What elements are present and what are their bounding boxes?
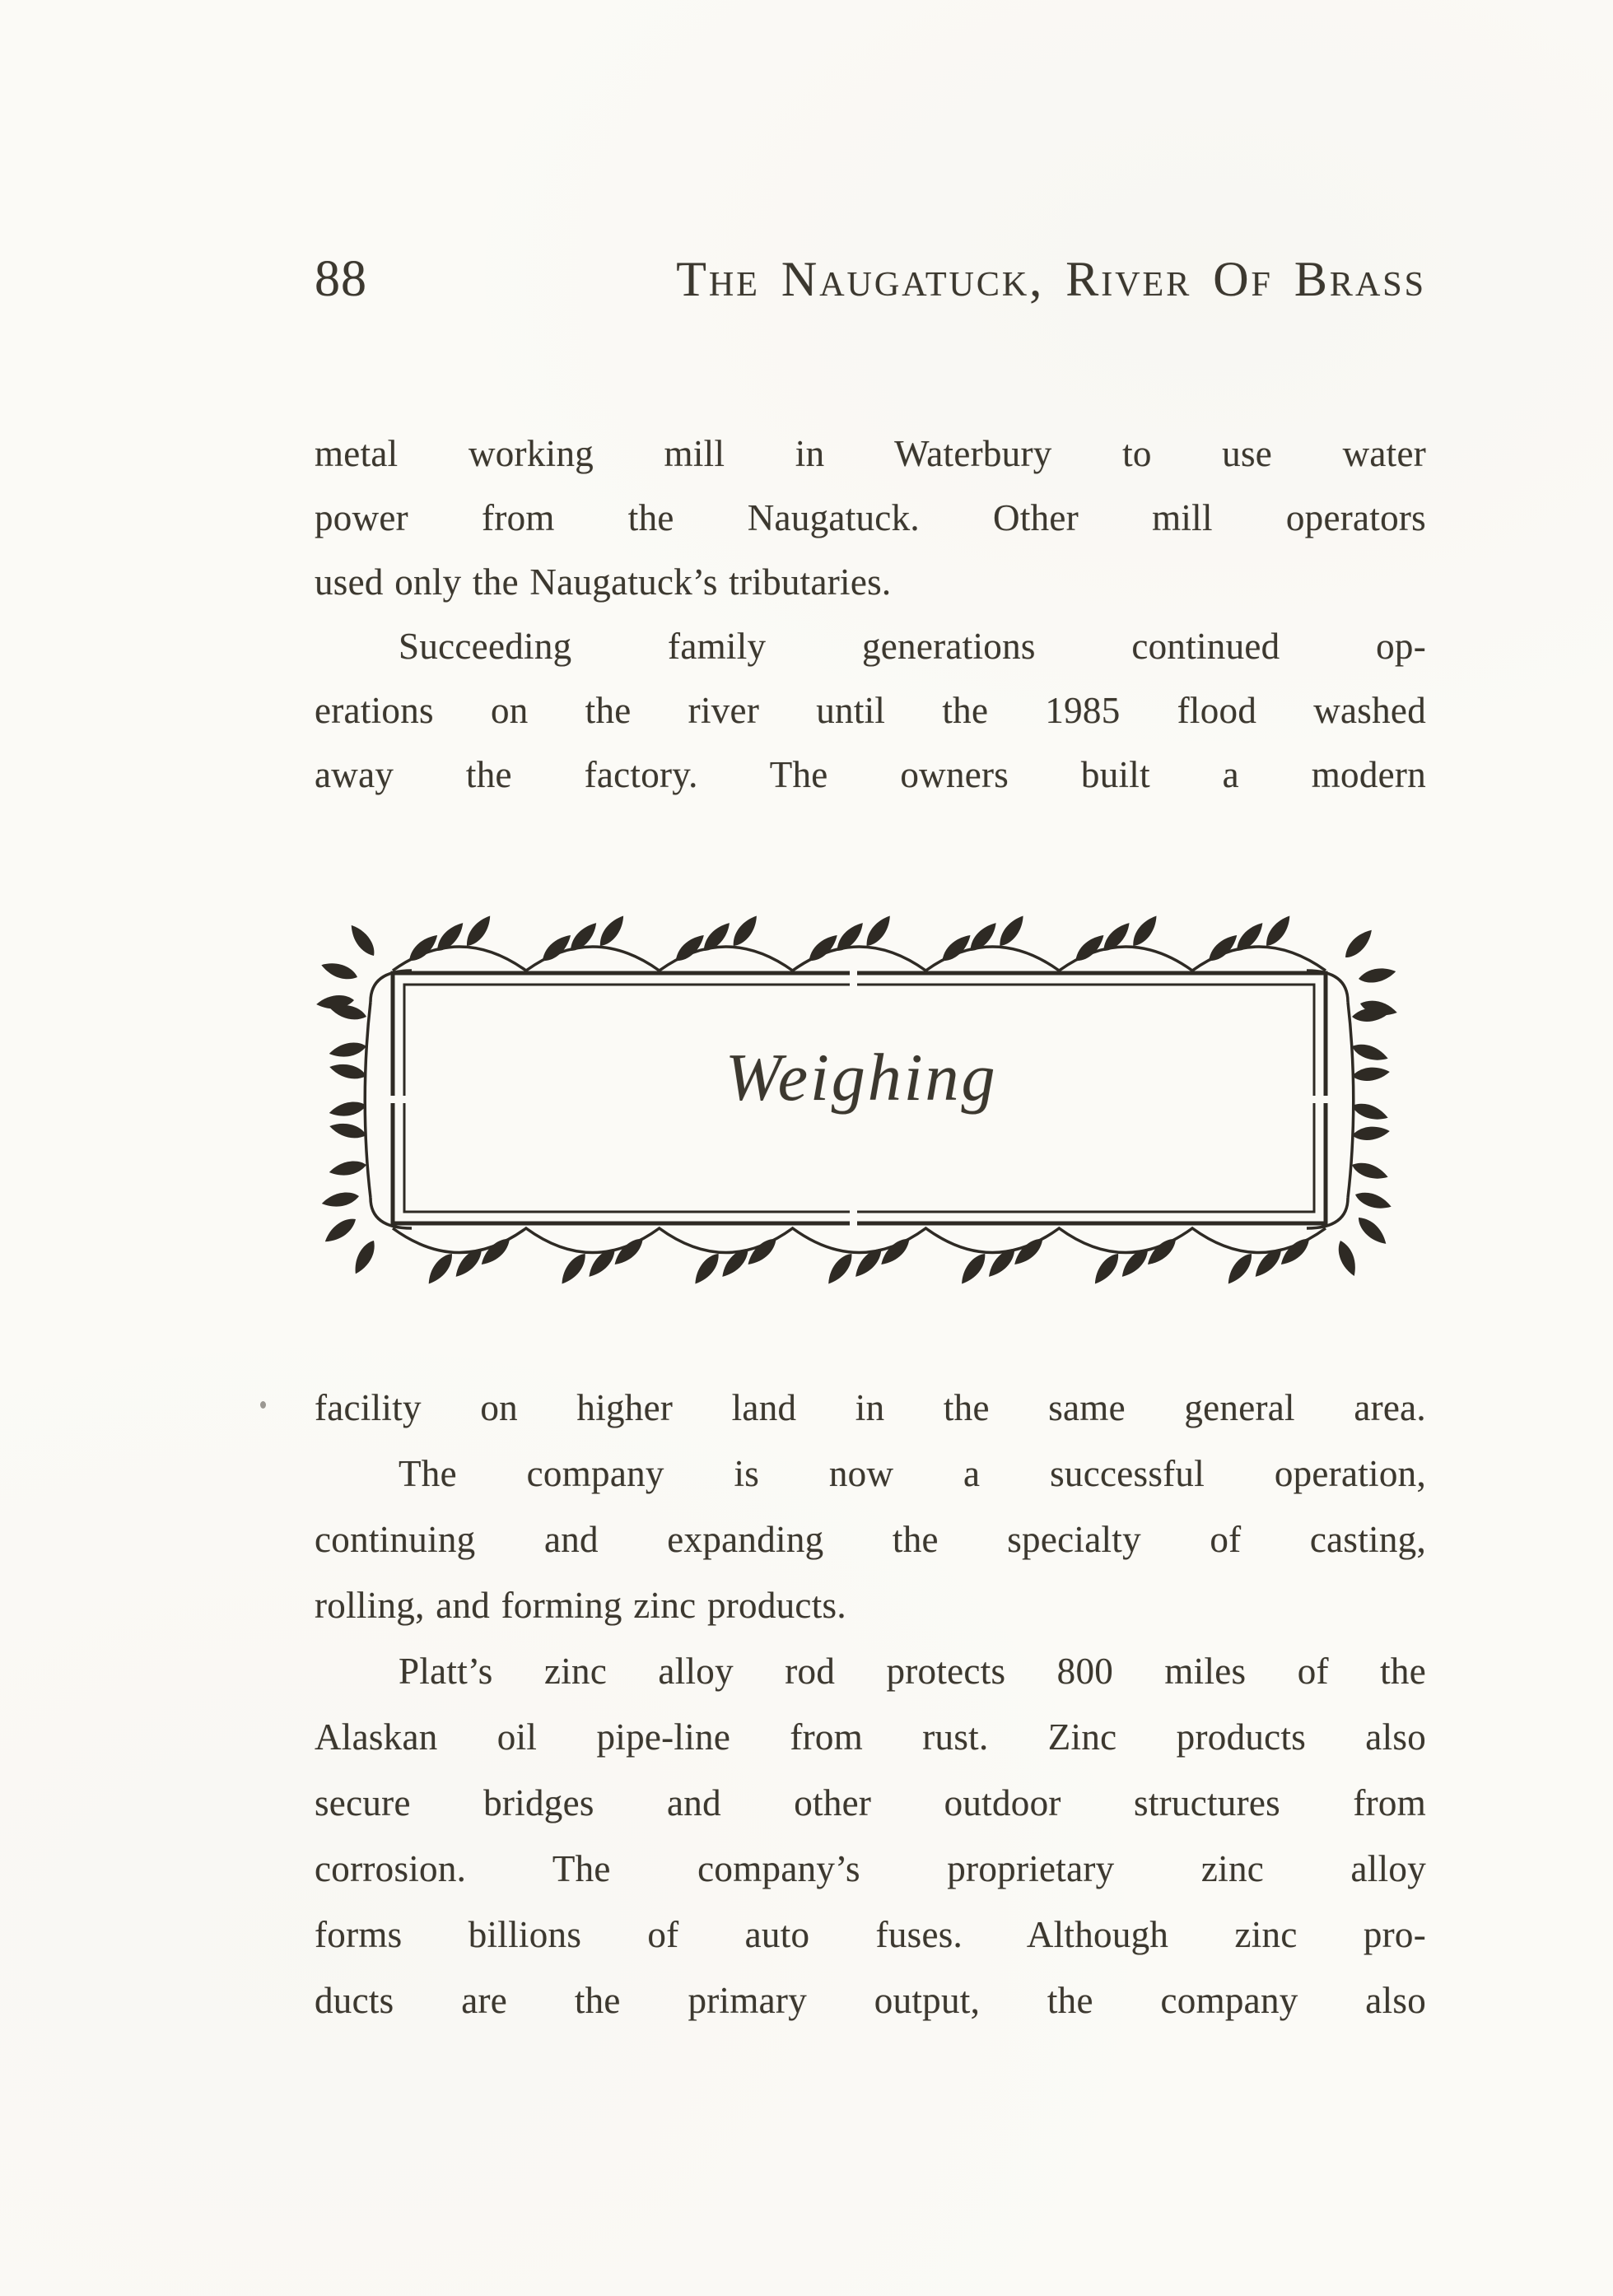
text-line: continuing and expanding the specialty of casting,: [315, 1519, 1426, 1560]
text-line: metal working mill in Waterbury to use water: [315, 433, 1426, 474]
running-title: The Naugatuck, River Of Brass: [676, 252, 1426, 306]
page-header: [315, 251, 1426, 307]
text-line: power from the Naugatuck. Other mill operators: [315, 497, 1426, 538]
text-line: ducts are the primary output, the company also: [315, 1980, 1426, 2021]
page-number: 88: [315, 251, 367, 307]
section-plate: [346, 934, 1367, 1268]
section-title: Weighing: [725, 1040, 998, 1115]
text-line: Succeeding family generations continued op-: [399, 626, 1426, 667]
text-line: corrosion. The company’s proprietary zinc alloy: [315, 1848, 1426, 1889]
text-line: secure bridges and other outdoor structures from: [315, 1782, 1426, 1823]
text-line: forms billions of auto fuses. Although zinc pro-: [315, 1914, 1426, 1955]
text-line: The company is now a successful operation,: [399, 1453, 1426, 1494]
text-line: erations on the river until the 1985 flood washed: [315, 690, 1426, 731]
text-line: used only the Naugatuck’s tributaries.: [315, 561, 892, 603]
text-line: away the factory. The owners built a modern: [315, 754, 1426, 795]
text-line: Alaskan oil pipe-line from rust. Zinc products also: [315, 1716, 1426, 1758]
text-line: facility on higher land in the same general area.: [315, 1387, 1426, 1428]
body-text-above-plate: [315, 421, 1426, 807]
text-line: Platt’s zinc alloy rod protects 800 miles of the: [399, 1651, 1426, 1692]
print-speck: [260, 1401, 266, 1409]
body-text-below-plate: [315, 1375, 1426, 2033]
text-line: rolling, and forming zinc products.: [315, 1585, 846, 1626]
